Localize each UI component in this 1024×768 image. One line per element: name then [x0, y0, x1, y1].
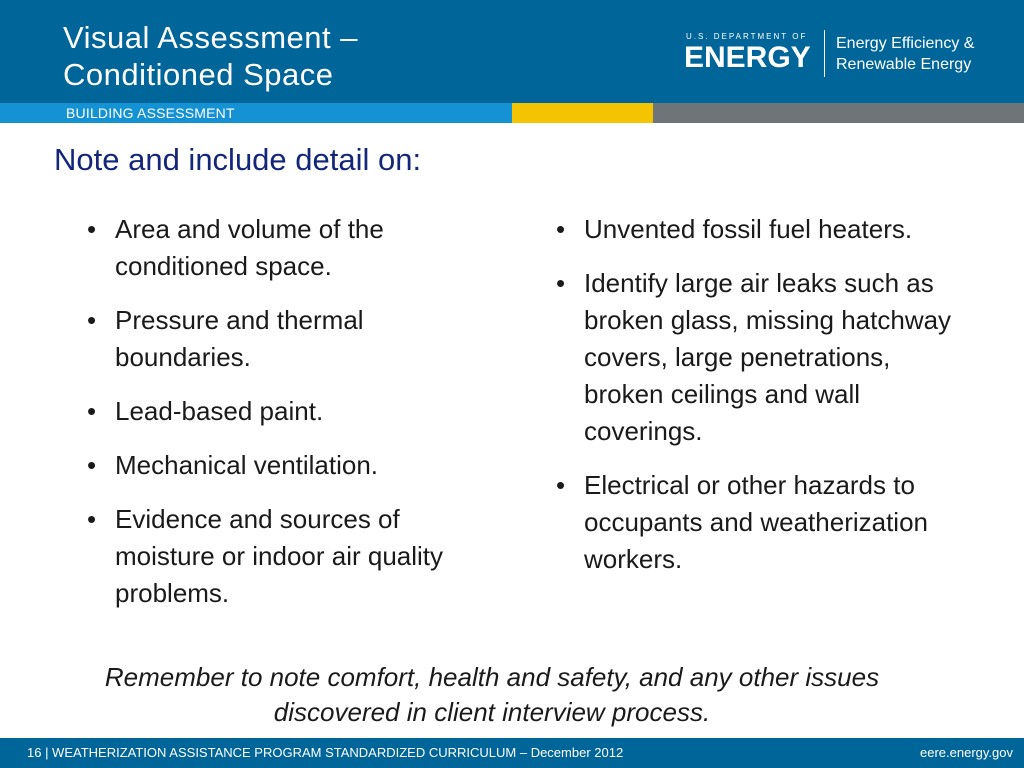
bullet-text: Identify large air leaks such as broken glass, missing hatchway covers, large penetrations, broken ceilings and wall coverings.: [584, 268, 952, 446]
slide-title: Visual Assessment – Conditioned Space: [63, 20, 358, 92]
bullet-item: [87, 393, 477, 430]
bullet-icon: •: [556, 470, 566, 500]
bullet-icon: •: [556, 268, 566, 298]
doe-logo-wordmark: ENERGY: [684, 41, 811, 74]
bullet-icon: •: [87, 504, 97, 534]
left-bullet-list: [87, 211, 477, 629]
bullet-text: Mechanical ventilation.: [115, 450, 379, 480]
doe-logo-small-text: U.S. DEPARTMENT OF: [686, 32, 808, 41]
section-label: BUILDING ASSESSMENT: [66, 105, 235, 121]
slide-subtitle: Note and include detail on:: [54, 142, 422, 177]
bullet-icon: •: [87, 450, 97, 480]
bullet-item: [556, 467, 976, 578]
footer-website: eere.energy.gov: [920, 745, 1013, 760]
bullet-item: [87, 211, 477, 285]
remember-note: Remember to note comfort, health and safety, and any other issues discovered in client interview process.: [104, 662, 880, 727]
bullet-icon: •: [87, 305, 97, 335]
accent-strip-yellow: [512, 103, 653, 123]
bullet-icon: •: [87, 214, 97, 244]
logo-divider: [824, 30, 825, 77]
accent-strip-gray: [653, 103, 1024, 123]
bullet-text: Pressure and thermal boundaries.: [115, 305, 364, 372]
footer-caption: 16 | WEATHERIZATION ASSISTANCE PROGRAM STANDARDIZED CURRICULUM – December 2012: [27, 745, 624, 760]
bullet-text: Electrical or other hazards to occupants and weatherization workers.: [584, 470, 929, 574]
bullet-item: [556, 265, 976, 450]
office-name: Energy Efficiency & Renewable Energy: [836, 35, 975, 73]
bullet-icon: •: [87, 396, 97, 426]
bullet-item: [87, 501, 477, 612]
bullet-text: Area and volume of the conditioned space.: [115, 214, 384, 281]
bullet-item: [556, 211, 976, 248]
bullet-text: Unvented fossil fuel heaters.: [584, 214, 913, 244]
bullet-item: [87, 447, 477, 484]
right-bullet-list: [556, 211, 976, 595]
bullet-text: Evidence and sources of moisture or indoor air quality problems.: [115, 504, 444, 608]
bullet-item: [87, 302, 477, 376]
bullet-icon: •: [556, 214, 566, 244]
bullet-text: Lead-based paint.: [115, 396, 324, 426]
